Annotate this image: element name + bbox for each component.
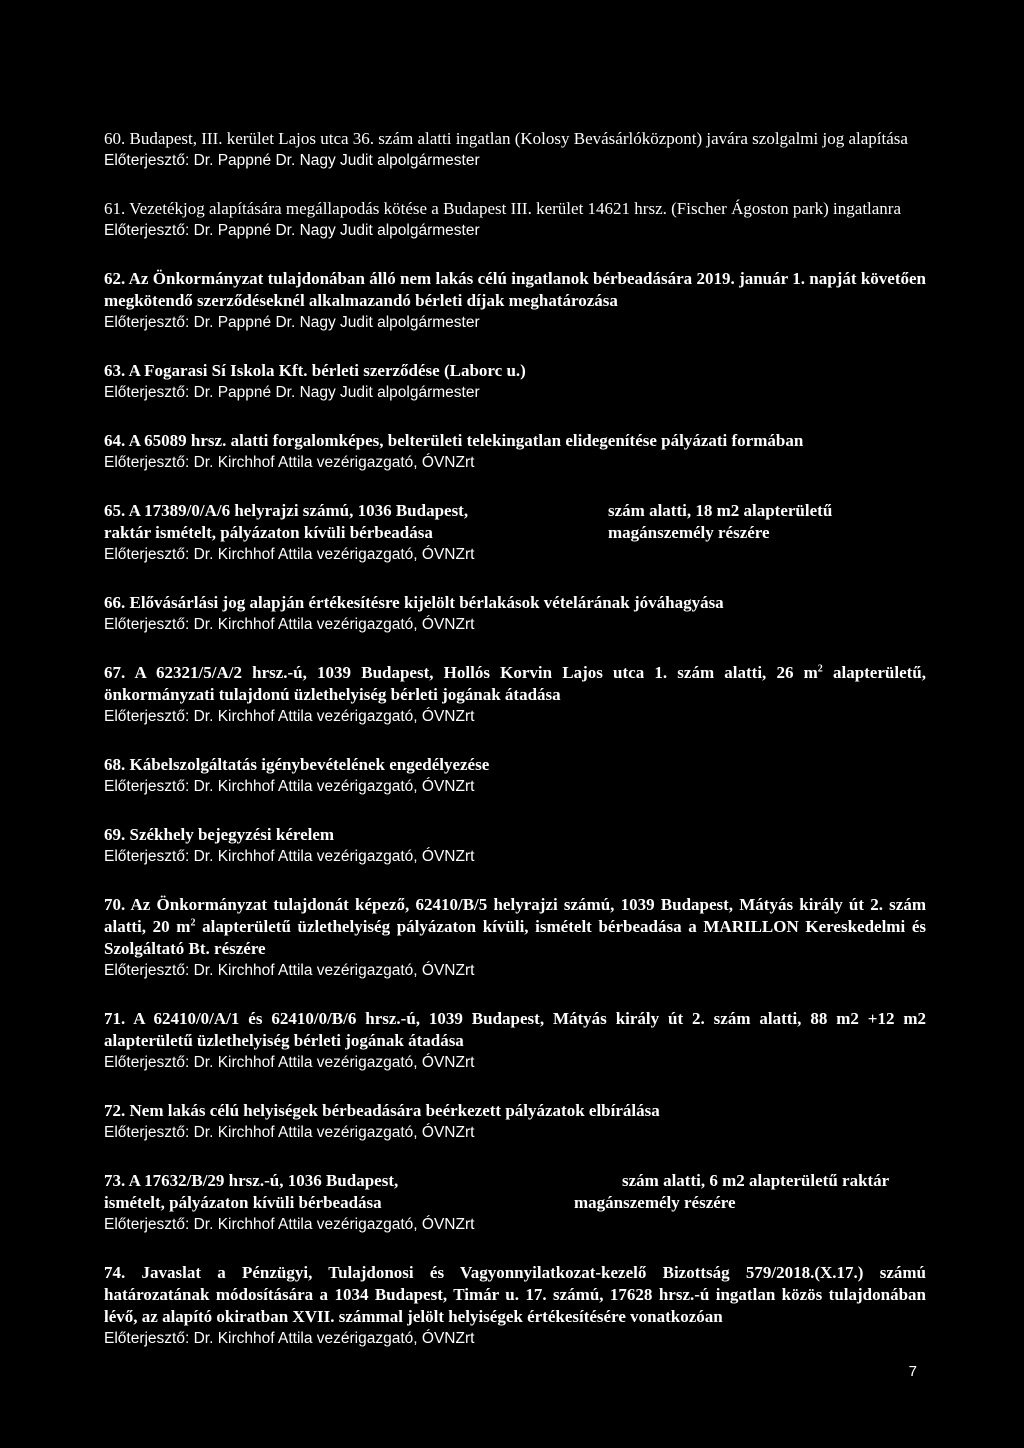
agenda-item-72 — [104, 1100, 926, 1144]
agenda-item-title: 68. Kábelszolgáltatás igénybevételének engedélyezése — [104, 755, 490, 774]
agenda-item-68 — [104, 754, 926, 798]
agenda-item-presenter: Előterjesztő: Dr. Kirchhof Attila vezérigazgató, ÓVNZrt — [104, 616, 475, 633]
agenda-item-presenter: Előterjesztő: Dr. Kirchhof Attila vezérigazgató, ÓVNZrt — [104, 848, 475, 865]
agenda-item-title-line: 73. A 17632/B/29 hrsz.-ú, 1036 Budapest, szám alatti, 6 m2 alapterületű raktár — [104, 1171, 890, 1190]
agenda-item-presenter: Előterjesztő: Dr. Kirchhof Attila vezérigazgató, ÓVNZrt — [104, 1216, 475, 1233]
agenda-item-title: 67. A 62321/5/A/2 hrsz.-ú, 1039 Budapest, Hollós Korvin Lajos utca 1. szám alatti, 26 $m^2$ alapterületű, önkormányzati tulajdonú üzlethelyiség bérleti jogának átadása — [104, 663, 926, 704]
agenda-item-62 — [104, 268, 926, 334]
agenda-item-title: 64. A 65089 hrsz. alatti forgalomképes, belterületi telekingatlan elidegenítése pályázati formában — [104, 431, 804, 450]
agenda-item-69 — [104, 824, 926, 868]
agenda-item-title-line: ismételt, pályázaton kívüli bérbeadása magánszemély részére — [104, 1193, 736, 1212]
agenda-item-65 — [104, 500, 926, 566]
agenda-item-64 — [104, 430, 926, 474]
agenda-item-70 — [104, 894, 926, 982]
agenda-item-71 — [104, 1008, 926, 1074]
agenda-item-presenter: Előterjesztő: Dr. Kirchhof Attila vezérigazgató, ÓVNZrt — [104, 1330, 475, 1347]
agenda-item-67 — [104, 662, 926, 728]
agenda-item-presenter: Előterjesztő: Dr. Kirchhof Attila vezérigazgató, ÓVNZrt — [104, 1124, 475, 1141]
agenda-item-title: 61. Vezetékjog alapítására megállapodás kötése a Budapest III. kerület 14621 hrsz. (Fischer Ágoston park) ingatlanra — [104, 199, 902, 218]
agenda-item-title: 63. A Fogarasi Sí Iskola Kft. bérleti szerződése (Laborc u.) — [104, 361, 526, 380]
agenda-item-title: 71. A 62410/0/A/1 és 62410/0/B/6 hrsz.-ú, 1039 Budapest, Mátyás király út 2. szám alatti, 88 m2 +12 m2 alapterületű üzlethelyiség bérleti jogának átadása — [104, 1009, 927, 1050]
agenda-item-title: 60. Budapest, III. kerület Lajos utca 36. szám alatti ingatlan (Kolosy Bevásárlóközpont) javára szolgalmi jog alapítása — [104, 129, 908, 148]
agenda-item-title: 62. Az Önkormányzat tulajdonában álló nem lakás célú ingatlanok bérbeadására 2019. január 1. napját követően megkötendő szerződéseknél alkalmazandó bérleti díjak meghatározása — [104, 269, 926, 310]
agenda-item-title: 74. Javaslat a Pénzügyi, Tulajdonosi és Vagyonnyilatkozat-kezelő Bizottság 579/2018.(X.17.) számú határozatának módosítására a 1034 Budapest, Timár u. 17. számú, 17628 hrsz.-ú ingatlan közös tulajdonában lévő, az alapító okiratban XVII. számmal jelölt helyiségek értékesítésére vonatkozóan — [104, 1263, 926, 1326]
agenda-item-presenter: Előterjesztő: Dr. Pappné Dr. Nagy Judit alpolgármester — [104, 314, 480, 331]
agenda-item-title: 70. Az Önkormányzat tulajdonát képező, 62410/B/5 helyrajzi számú, 1039 Budapest, Mátyás király út 2. szám alatti, 20 $m^2$ alapterületű üzlethelyiség pályázaton kívüli, ismételt bérbeadása a MARILLON Kereskedelmi és Szolgáltató Bt. részére — [104, 895, 926, 958]
agenda-list — [104, 128, 926, 1376]
agenda-item-presenter: Előterjesztő: Dr. Pappné Dr. Nagy Judit alpolgármester — [104, 152, 480, 169]
agenda-item-presenter: Előterjesztő: Dr. Pappné Dr. Nagy Judit alpolgármester — [104, 384, 480, 401]
agenda-item-presenter: Előterjesztő: Dr. Kirchhof Attila vezérigazgató, ÓVNZrt — [104, 708, 475, 725]
agenda-item-title: 66. Elővásárlási jog alapján értékesítésre kijelölt bérlakások vételárának jóváhagyása — [104, 593, 724, 612]
agenda-item-63 — [104, 360, 926, 404]
agenda-item-presenter: Előterjesztő: Dr. Kirchhof Attila vezérigazgató, ÓVNZrt — [104, 546, 475, 563]
agenda-item-60 — [104, 128, 926, 172]
agenda-item-61 — [104, 198, 926, 242]
agenda-item-presenter: Előterjesztő: Dr. Kirchhof Attila vezérigazgató, ÓVNZrt — [104, 962, 475, 979]
agenda-item-74 — [104, 1262, 926, 1350]
agenda-item-title: 69. Székhely bejegyzési kérelem — [104, 825, 335, 844]
agenda-item-presenter: Előterjesztő: Dr. Kirchhof Attila vezérigazgató, ÓVNZrt — [104, 454, 475, 471]
page-number: 7 — [908, 1363, 917, 1380]
agenda-item-presenter: Előterjesztő: Dr. Kirchhof Attila vezérigazgató, ÓVNZrt — [104, 778, 475, 795]
agenda-item-title: 72. Nem lakás célú helyiségek bérbeadására beérkezett pályázatok elbírálása — [104, 1101, 660, 1120]
agenda-item-66 — [104, 592, 926, 636]
agenda-item-title-line: 65. A 17389/0/A/6 helyrajzi számú, 1036 Budapest, szám alatti, 18 m2 alapterületű — [104, 501, 833, 520]
agenda-item-73 — [104, 1170, 926, 1236]
agenda-item-presenter: Előterjesztő: Dr. Pappné Dr. Nagy Judit alpolgármester — [104, 222, 480, 239]
agenda-item-presenter: Előterjesztő: Dr. Kirchhof Attila vezérigazgató, ÓVNZrt — [104, 1054, 475, 1071]
agenda-item-title-line: raktár ismételt, pályázaton kívüli bérbeadása magánszemély részére — [104, 523, 770, 542]
